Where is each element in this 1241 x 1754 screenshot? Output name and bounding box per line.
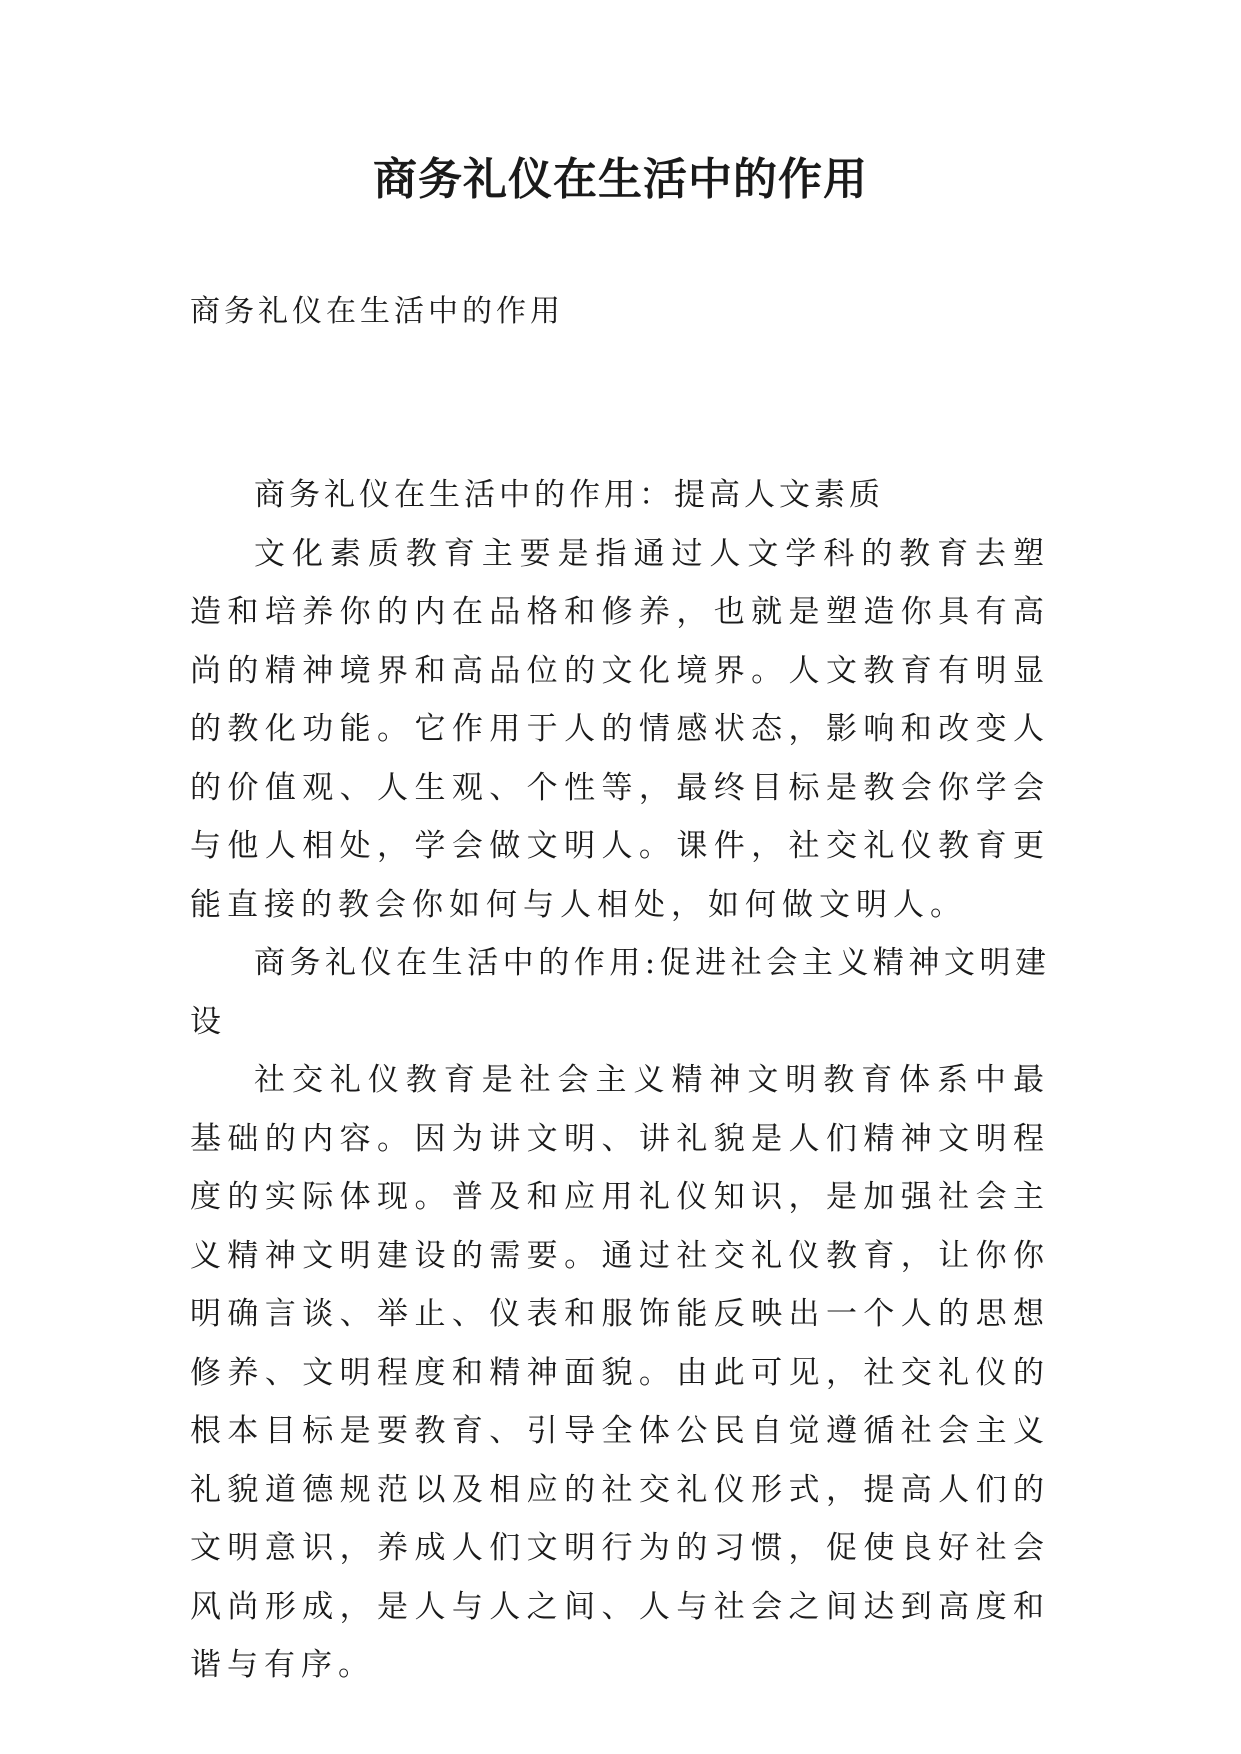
paragraph-2: 社交礼仪教育是社会主义精神文明教育体系中最基础的内容。因为讲文明、讲礼貌是人们精神文明程度的实际体现。普及和应用礼仪知识，是加强社会主义精神文明建设的需要。通过社交礼仪教育，让你你明确言谈、举止、仪表和服饰能反映出一个人的思想修养、文明程度和精神面貌。由此可见，社交礼仪的根本目标是要教育、引导全体公民自觉遵循社会主义礼貌道德规范以及相应的社交礼仪形式，提高人们的文明意识，养成人们文明行为的习惯，促使良好社会风尚形成，是人与人之间、人与社会之间达到高度和谐与有序。: [190, 1062, 1050, 1683]
document-subtitle: 商务礼仪在生活中的作用: [190, 294, 564, 329]
document-body: [190, 466, 1050, 1695]
section-heading-2: 商务礼仪在生活中的作用:促进社会主义精神文明建设: [190, 945, 1050, 1040]
section-heading-1: 商务礼仪在生活中的作用：提高人文素质: [254, 477, 884, 513]
document-title: 商务礼仪在生活中的作用: [373, 154, 868, 205]
paragraph-1: 文化素质教育主要是指通过人文学科的教育去塑造和培养你的内在品格和修养，也就是塑造你具有高尚的精神境界和高品位的文化境界。人文教育有明显的教化功能。它作用于人的情感状态，影响和改变人的价值观、人生观、个性等，最终目标是教会你学会与他人相处，学会做文明人。课件，社交礼仪教育更能直接的教会你如何与人相处，如何做文明人。: [190, 535, 1050, 923]
